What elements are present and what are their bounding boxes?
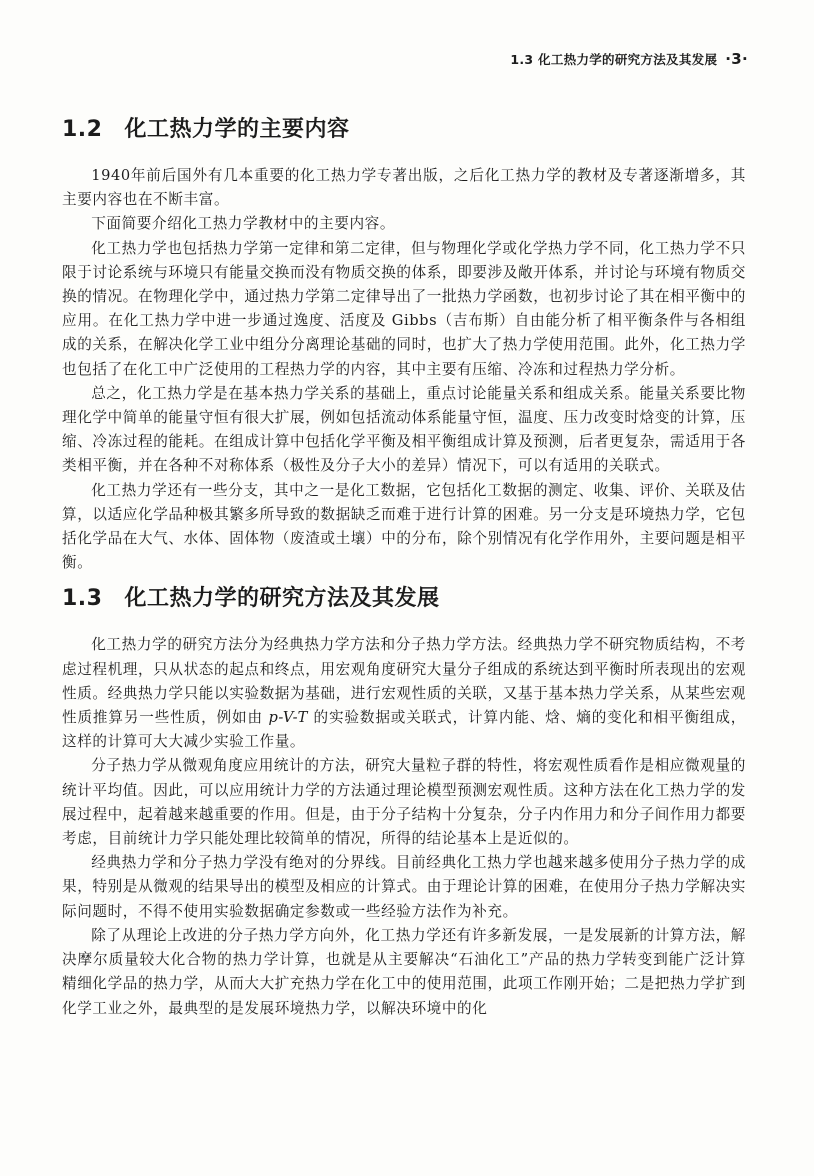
running-head: [510, 50, 748, 68]
paragraph: [62, 633, 746, 754]
paragraph-text: 化工热力学的研究方法分为经典热力学方法和分子热力学方法。经典热力学不研究物质结构，不考虑过程机理，只从状态的起点和终点，用宏观角度研究大量分子组成的系统达到平衡时所表现出的宏观性质。经典热力学只能以实验数据为基础，进行宏观性质的关联，又基于基本热力学关系，从某些宏观性质推算另一些性质，例如由: [62, 636, 746, 727]
section-heading-1-2: [62, 108, 746, 152]
pvt-formula: p-V-T: [268, 709, 308, 727]
paragraph: 下面简要介绍化工热力学教材中的主要内容。: [91, 215, 396, 233]
page-number: ·3·: [725, 50, 748, 68]
paragraph: 分子热力学从微观角度应用统计的方法，研究大量粒子群的特性，将宏观性质看作是相应微观量的统计平均值。因此，可以应用统计力学的方法通过理论模型预测宏观性质。这种方法在化工热力学的发展过程中，起着越来越重要的作用。但是，由于分子结构十分复杂，分子内作用力和分子间作用力都要考虑，目前统计力学只能处理比较简单的情况，所得的结论基本上是近似的。: [62, 757, 746, 848]
paragraph: 1940年前后国外有几本重要的化工热力学专著出版，之后化工热力学的教材及专著逐渐增多，其主要内容也在不断丰富。: [62, 167, 746, 209]
section-title: 化工热力学的主要内容: [124, 117, 350, 142]
page-body: [62, 108, 746, 1021]
paragraph: 除了从理论上改进的分子热力学方向外，化工热力学还有许多新发展，一是发展新的计算方法，解决摩尔质量较大化合物的热力学计算，也就是从主要解决“石油化工”产品的热力学转变到能广泛计算精细化学品的热力学，从而大大扩充热力学在化工中的使用范围，此项工作刚开始；二是把热力学扩到化学工业之外，最典型的是发展环境热力学，以解决环境中的化: [62, 926, 746, 1017]
paragraph: 经典热力学和分子热力学没有绝对的分界线。目前经典化工热力学也越来越多使用分子热力学的成果，特别是从微观的结果导出的模型及相应的计算式。由于理论计算的困难，在使用分子热力学解决实际问题时，不得不使用实验数据确定参数或一些经验方法作为补充。: [62, 854, 746, 920]
paragraph: 总之，化工热力学是在基本热力学关系的基础上，重点讨论能量关系和组成关系。能量关系要比物理化学中简单的能量守恒有很大扩展，例如包括流动体系能量守恒，温度、压力改变时焓变的计算，压缩、冷冻过程的能耗。在组成计算中包括化学平衡及相平衡组成计算及预测，后者更复杂，需适用于各类相平衡，并在各种不对称体系（极性及分子大小的差异）情况下，可以有适用的关联式。: [62, 384, 746, 475]
section-title: 化工热力学的研究方法及其发展: [124, 586, 440, 612]
paragraph: 化工热力学也包括热力学第一定律和第二定律，但与物理化学或化学热力学不同，化工热力学不只限于讨论系统与环境只有能量交换而没有物质交换的体系，即要涉及敞开体系，并讨论与环境有物质交换的情况。在物理化学中，通过热力学第二定律导出了一批热力学函数，也初步讨论了其在相平衡中的应用。在化工热力学中进一步通过逸度、活度及 Gibbs（吉布斯）自由能分析了相平衡条件与各相组成的关系，在解决化学工业中组分分离理论基础的同时，也扩大了热力学使用范围。此外，化工热力学也包括了在化工中广泛使用的工程热力学的内容，其中主要有压缩、冷冻和过程热力学分析。: [62, 239, 746, 378]
section-number: 1.2: [62, 117, 103, 142]
section-heading-1-3: [62, 577, 746, 621]
paragraph-text: 的实验数据或关联式，计算内能、焓、熵的变化和相平衡组成，这样的计算可大大减少实验工作量。: [62, 709, 746, 751]
running-head-title: 1.3 化工热力学的研究方法及其发展: [510, 52, 718, 67]
section-number: 1.3: [62, 586, 103, 612]
paragraph: 化工热力学还有一些分支，其中之一是化工数据，它包括化工数据的测定、收集、评价、关联及估算，以适应化学品种极其繁多所导致的数据缺乏而难于进行计算的困难。另一分支是环境热力学，它包括化学品在大气、水体、固体物（废渣或土壤）中的分布，除个别情况有化学作用外，主要问题是相平衡。: [62, 481, 746, 572]
